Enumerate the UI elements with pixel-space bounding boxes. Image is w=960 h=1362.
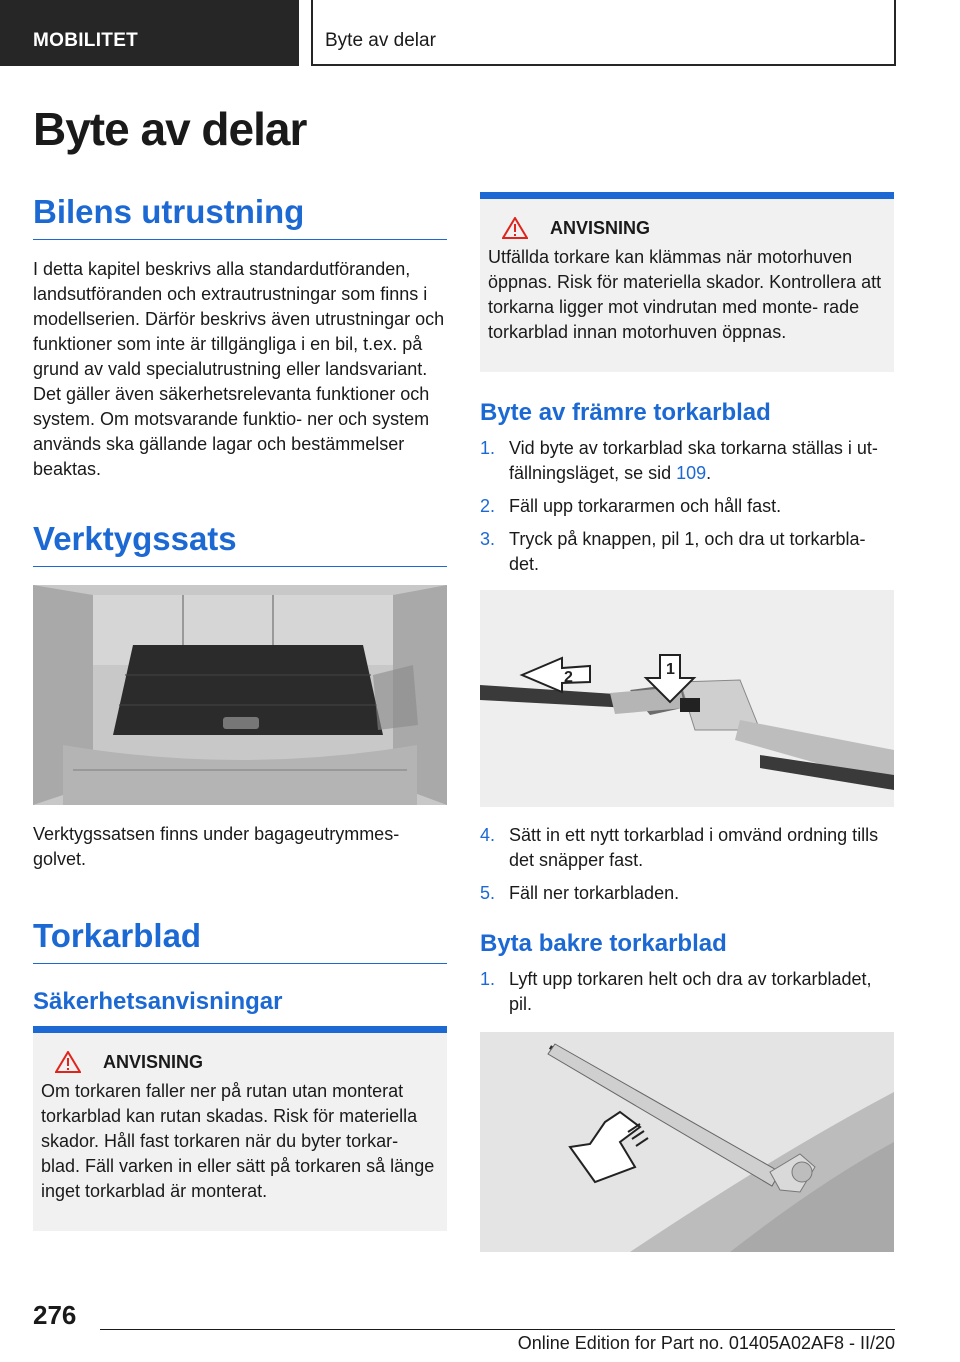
heading-wipers: Torkarblad	[33, 917, 447, 964]
footer-edition: Online Edition for Part no. 01405A02AF8 - II/20	[517, 1333, 895, 1353]
heading-toolkit: Verktygssats	[33, 520, 447, 567]
step-item	[480, 881, 894, 906]
step-number: 1.	[480, 438, 496, 458]
step-text: Sätt in ett nytt torkarblad i omvänd ordning tills det snäpper fast.	[509, 825, 879, 870]
page-number: 276	[33, 1300, 77, 1330]
front-wiper-illustration	[480, 590, 894, 807]
warning-text: Om torkaren faller ner på rutan utan monterat torkarblad kan rutan skadas. Risk för materiella skador. Håll fast torkaren när du byter torkar‐ blad. Fäll varken in eller sätt på torkaren så länge inget torkarblad är monterat.	[41, 1081, 435, 1201]
step-number: 5.	[480, 883, 496, 903]
warning-box-right	[480, 192, 894, 372]
heading-equipment: Bilens utrustning	[33, 193, 447, 240]
heading-front-wiper: Byte av främre torkarblad	[480, 399, 771, 426]
warning-header	[55, 1051, 439, 1073]
trunk-illustration	[33, 585, 447, 805]
footer-divider	[100, 1329, 895, 1330]
step-text: Lyft upp torkaren helt och dra av torkarbladet, pil.	[509, 969, 872, 1014]
warning-triangle-icon	[55, 1051, 81, 1073]
rear-wiper-illustration	[480, 1032, 894, 1252]
warning-label: ANVISNING	[103, 1051, 204, 1072]
rear-wiper-image	[480, 1032, 894, 1252]
warning-label: ANVISNING	[550, 217, 651, 238]
heading-rear-wiper: Byta bakre torkarblad	[480, 930, 727, 957]
header-chapter-label: Byte av delar	[325, 30, 436, 51]
step-item	[480, 494, 894, 519]
step-number: 4.	[480, 825, 496, 845]
paragraph-toolkit: Verktygssatsen finns under bagageutrymmes‐ golvet.	[33, 824, 400, 869]
front-steps-list	[480, 436, 894, 585]
arrow-label-2: 2	[564, 669, 573, 686]
warning-text: Utfällda torkare kan klämmas när motorhuven öppnas. Risk för materiella skador. Kontrollera att torkarna ligger mot vindrutan med monte‐ rade torkarblad innan motorhuven öppnas.	[488, 247, 882, 342]
front-steps-list-2	[480, 823, 894, 914]
paragraph-equipment: I detta kapitel beskrivs alla standardutföranden, landsutföranden och extrautrustningar som finns i modellserien. Därför beskrivs även utrustningar och funktioner som inte är tillgängliga i en bil, t.ex. på grund av vald specialutrustning eller landsvariant. Det gäller även säkerhetsrelevanta funktioner och system. Om motsvarande funktio‐ ner och system används ska gällande lagar och bestämmelser beaktas.	[33, 259, 445, 479]
rear-steps-list	[480, 967, 894, 1025]
header-section	[0, 0, 299, 66]
warning-box-left	[33, 1026, 447, 1231]
trunk-image	[33, 585, 447, 805]
page-title: Byte av delar	[33, 103, 307, 155]
step-text: Fäll upp torkararmen och håll fast.	[509, 496, 782, 516]
step-item	[480, 967, 894, 1017]
step-number: 1.	[480, 969, 496, 989]
page-link[interactable]: 109	[676, 463, 707, 483]
step-text: Vid byte av torkarblad ska torkarna ställas i ut‐ fällningsläget, se sid 109.	[509, 438, 878, 483]
step-text: Tryck på knappen, pil 1, och dra ut torkarbla‐ det.	[509, 529, 866, 574]
front-wiper-image	[480, 590, 894, 807]
heading-safety: Säkerhetsanvisningar	[33, 988, 283, 1015]
header-chapter	[311, 0, 896, 66]
step-item	[480, 527, 894, 577]
arrow-label-1: 1	[666, 661, 675, 678]
warning-header	[502, 217, 886, 239]
warning-triangle-icon	[502, 217, 528, 239]
step-number: 3.	[480, 529, 496, 549]
step-number: 2.	[480, 496, 496, 516]
step-text: Fäll ner torkarbladen.	[509, 883, 680, 903]
step-item	[480, 823, 894, 873]
step-item	[480, 436, 894, 486]
header-section-label: MOBILITET	[33, 30, 139, 51]
